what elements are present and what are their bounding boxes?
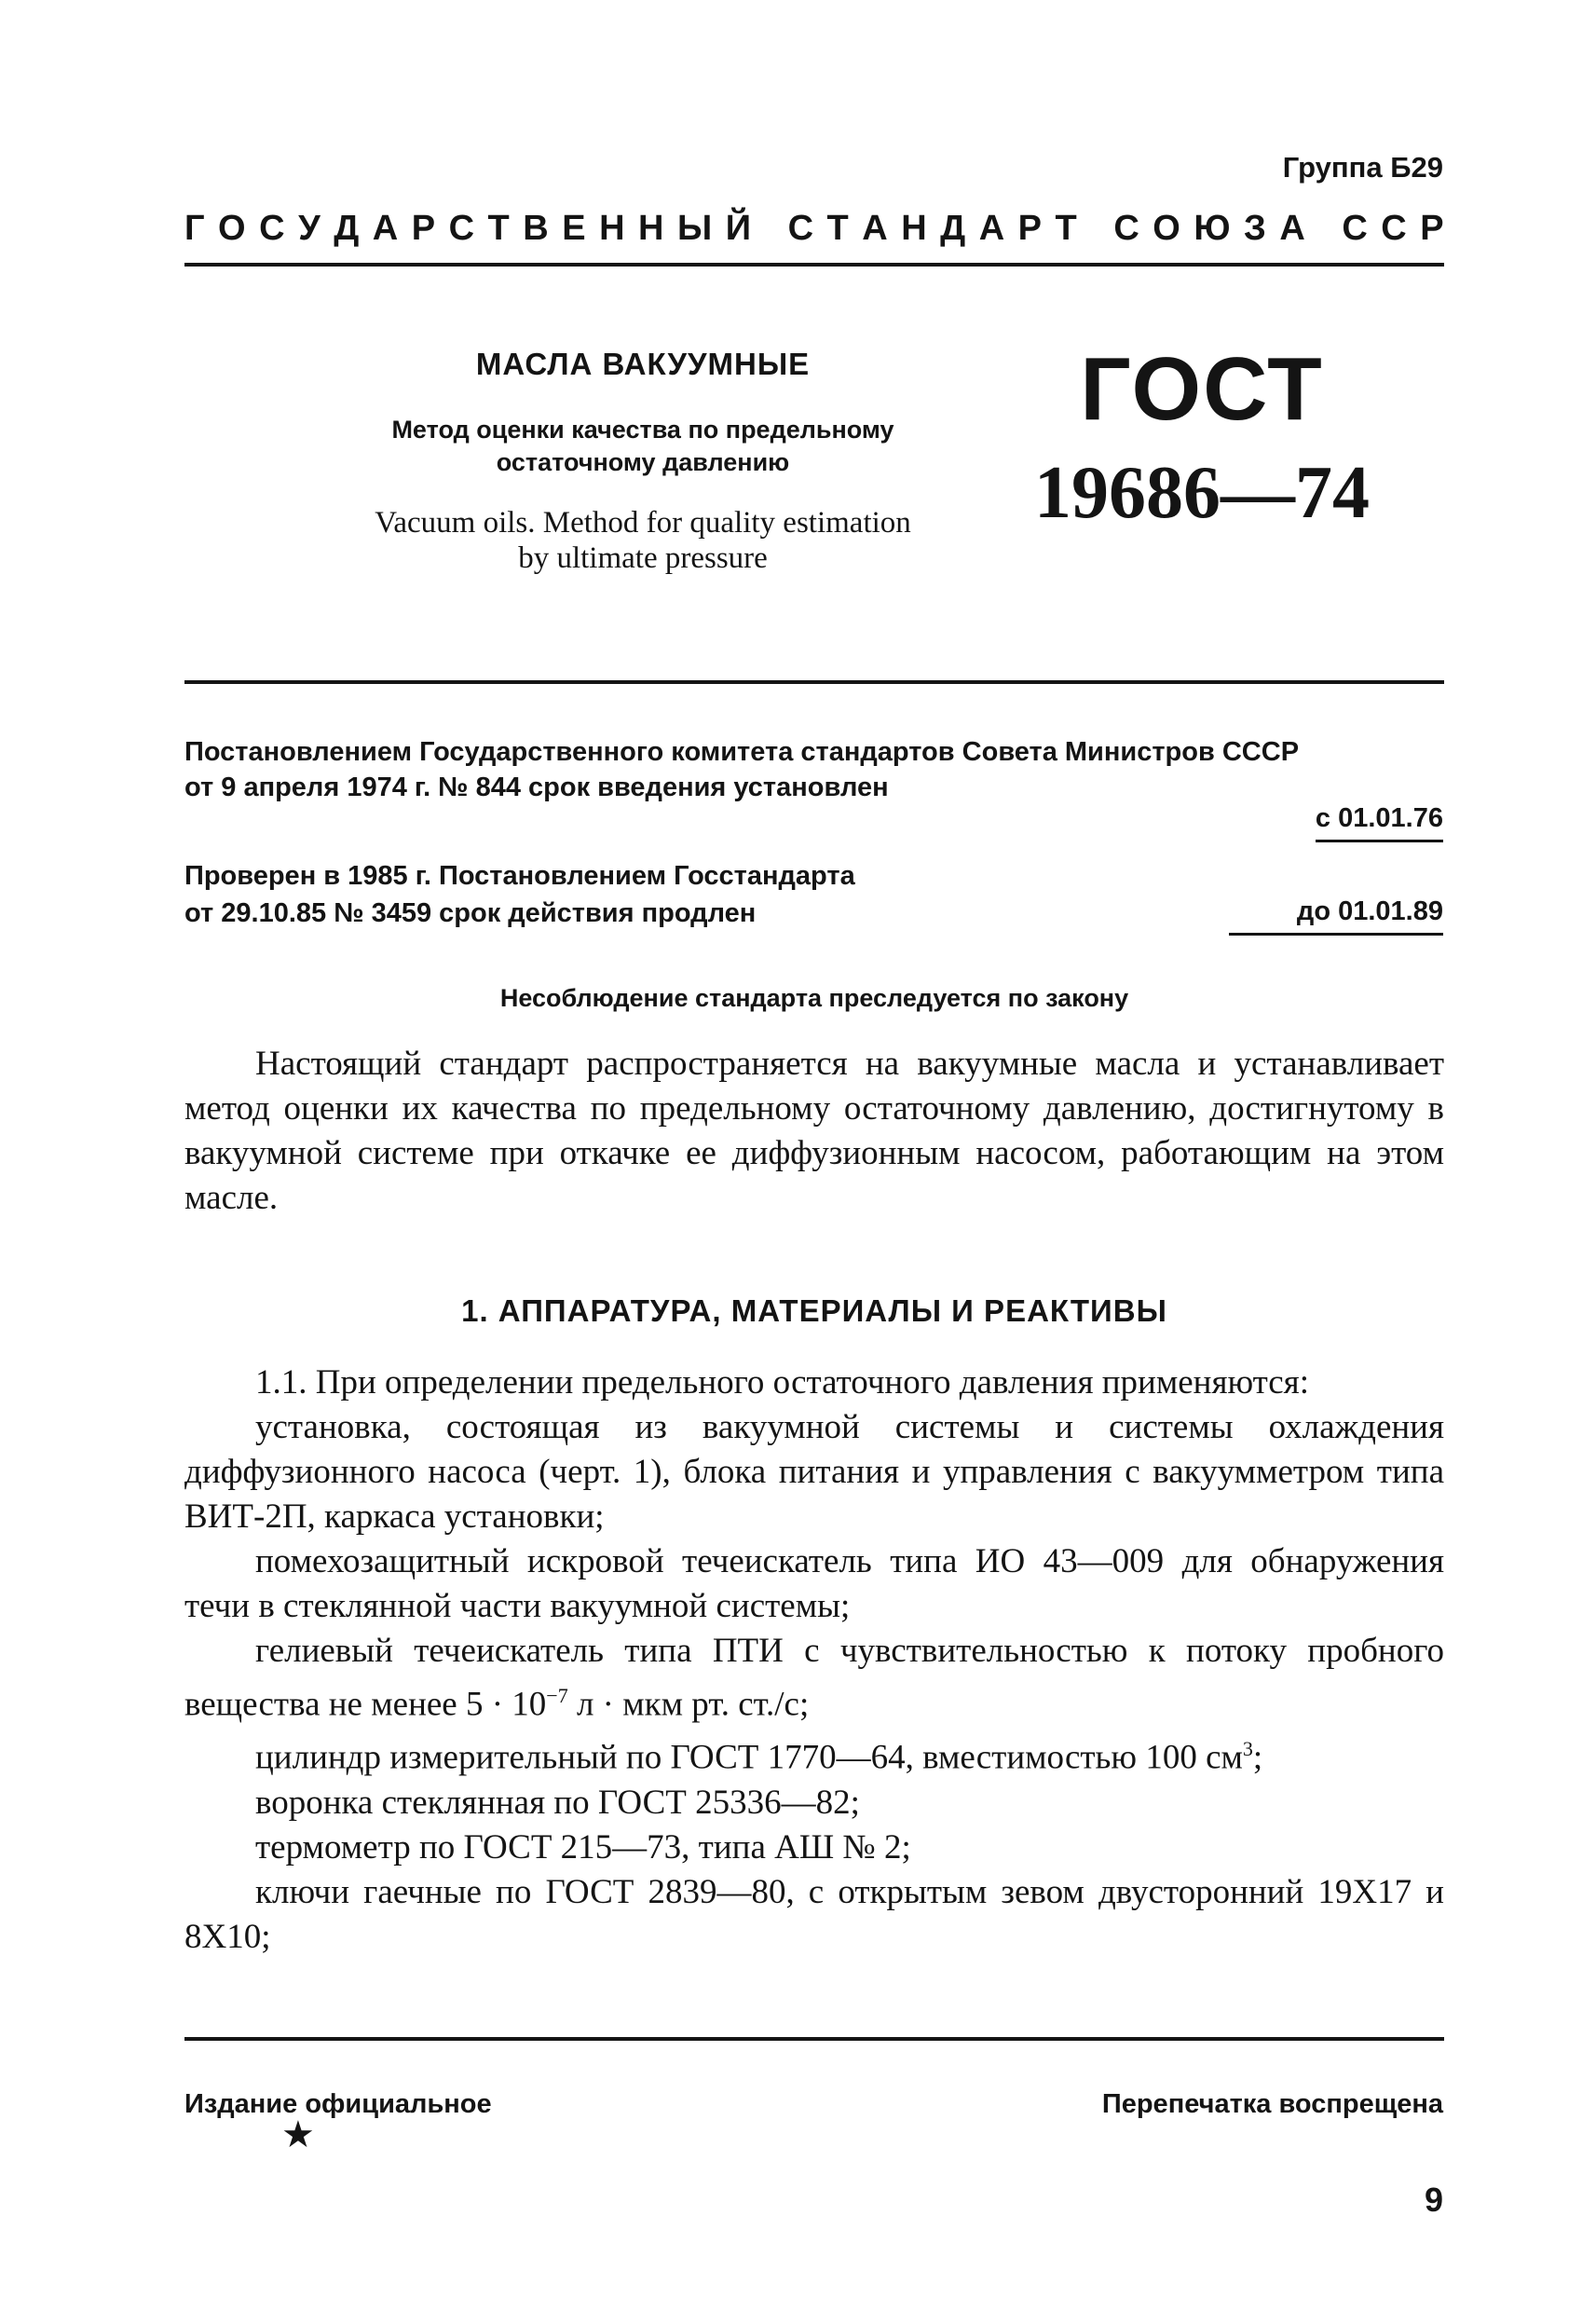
resolution-text xyxy=(184,734,1448,805)
star-icon: ★ xyxy=(281,2113,315,2156)
intro-text: Настоящий стандарт распространяется на вакуумные масла и устанавливает метод оценки их качества по предельному остаточному давлению, достигнутому в вакуумной системе при откачке ее диффузионным насосом, работающим на этом масле. xyxy=(184,1045,1444,1217)
heading-letter: Ю xyxy=(1194,209,1231,248)
heading-letter: С xyxy=(1113,209,1139,248)
heading-letter: О xyxy=(1153,209,1180,248)
revision-line2: от 29.10.85 № 3459 срок действия продлен xyxy=(184,898,757,928)
middle-rule xyxy=(184,680,1444,684)
heading-letter: Ы xyxy=(676,209,713,248)
heading-letter xyxy=(765,209,775,249)
list-item: ключи гаечные по ГОСТ 2839—80, с открытым зевом двусторонний 19Х17 и 8Х10; xyxy=(184,1872,1444,1956)
heading-letter: С xyxy=(787,209,814,248)
gost-number: 19686—74 xyxy=(1034,452,1370,534)
state-standard-heading xyxy=(184,209,1444,249)
group-label: Группа Б29 xyxy=(1282,151,1443,184)
heading-letter: Д xyxy=(334,209,360,248)
list-item xyxy=(184,1629,1444,1727)
gost-label: ГОСТ xyxy=(1080,339,1324,439)
list-item: воронка стеклянная по ГОСТ 25336—82; xyxy=(255,1783,860,1822)
heading-letter: А xyxy=(372,209,399,248)
title-en-line2: by ultimate pressure xyxy=(518,541,768,575)
subtitle-line2: остаточному давлению xyxy=(496,448,790,476)
heading-letter: Р xyxy=(411,209,436,248)
list-item xyxy=(184,1727,1444,1780)
heading-letter xyxy=(1090,209,1100,249)
section-heading: 1. АППАРАТУРА, МАТЕРИАЛЫ И РЕАКТИВЫ xyxy=(461,1293,1167,1328)
clause-list xyxy=(184,1361,1444,1960)
heading-letter: Р xyxy=(1420,209,1444,248)
heading-letter: З xyxy=(1244,209,1266,248)
cylinder-end: ; xyxy=(1252,1738,1263,1777)
footer-rule xyxy=(184,2037,1444,2041)
clause-1-1: 1.1. При определении предельного остаточного давления применяются: xyxy=(255,1363,1309,1402)
resolution-line1: Постановлением Государственного комитета стандартов Совета Министров СССР xyxy=(184,737,1300,767)
revision-text xyxy=(184,857,1116,932)
heading-letter: С xyxy=(259,209,285,248)
intro-paragraph xyxy=(184,1042,1444,1221)
heading-letter: Т xyxy=(1055,209,1077,248)
heading-letter: В xyxy=(523,209,549,248)
heading-letter: Т xyxy=(826,209,849,248)
law-notice: Несоблюдение стандарта преследуется по закону xyxy=(499,984,1129,1012)
heading-letter: Р xyxy=(1017,209,1043,248)
heading-letter: С xyxy=(1381,209,1407,248)
valid-date: до 01.01.89 xyxy=(1229,896,1443,936)
list-item: термометр по ГОСТ 215—73, типа АШ № 2; xyxy=(255,1827,911,1867)
title-ru: МАСЛА ВАКУУМНЫЕ xyxy=(475,347,811,381)
heading-letter: Е xyxy=(562,209,586,248)
helium-text: гелиевый течеискатель типа ПТИ с чувствительностью к потоку пробного вещества не менее 5 · 10 xyxy=(184,1632,1444,1724)
heading-letter: Г xyxy=(184,209,205,248)
heading-letter: С xyxy=(1342,209,1368,248)
top-rule xyxy=(184,263,1444,267)
reprint-notice: Перепечатка воспрещена xyxy=(1101,2089,1443,2119)
heading-letter: У xyxy=(298,209,321,248)
title-en-line1: Vacuum oils. Method for quality estimation xyxy=(375,506,911,540)
title-block xyxy=(307,347,978,576)
title-en xyxy=(307,505,978,576)
heading-letter: Й xyxy=(725,209,751,248)
heading-letter: А xyxy=(978,209,1005,248)
edition-label: Издание официальное xyxy=(184,2089,492,2119)
gost-block xyxy=(1016,339,1388,535)
intro-date: с 01.01.76 xyxy=(1316,803,1443,842)
list-item: установка, состоящая из вакуумной системы и системы охлаждения диффузионного насоса (черт. 1), блока питания и управления с вакуумметром типа ВИТ-2П, каркаса установки; xyxy=(184,1408,1444,1536)
revision-line1: Проверен в 1985 г. Постановлением Госстандарта xyxy=(184,861,855,891)
cylinder-text: цилиндр измерительный по ГОСТ 1770—64, вместимостью 100 см xyxy=(255,1738,1243,1777)
subtitle-line1: Метод оценки качества по предельному xyxy=(391,416,894,444)
list-item: помехозащитный искровой течеискатель типа ИО 43—009 для обнаружения течи в стеклянной части вакуумной системы; xyxy=(184,1542,1444,1625)
heading-letter: А xyxy=(862,209,888,248)
helium-exponent: −7 xyxy=(546,1684,568,1707)
heading-letter xyxy=(1318,209,1329,249)
heading-letter: О xyxy=(218,209,246,248)
heading-letter: Н xyxy=(638,209,664,248)
heading-letter: Д xyxy=(940,209,966,248)
resolution-line2: от 9 апреля 1974 г. № 844 срок введения установлен xyxy=(184,773,889,802)
heading-letter: Н xyxy=(599,209,625,248)
page-number: 9 xyxy=(1424,2181,1443,2219)
heading-letter: С xyxy=(448,209,475,248)
heading-letter: Т xyxy=(487,209,510,248)
cylinder-exponent: 3 xyxy=(1242,1737,1253,1761)
heading-letter: А xyxy=(1279,209,1305,248)
helium-unit: л · мкм рт. ст./с; xyxy=(567,1685,810,1724)
subtitle-ru xyxy=(307,414,978,479)
heading-letter: Н xyxy=(901,209,927,248)
